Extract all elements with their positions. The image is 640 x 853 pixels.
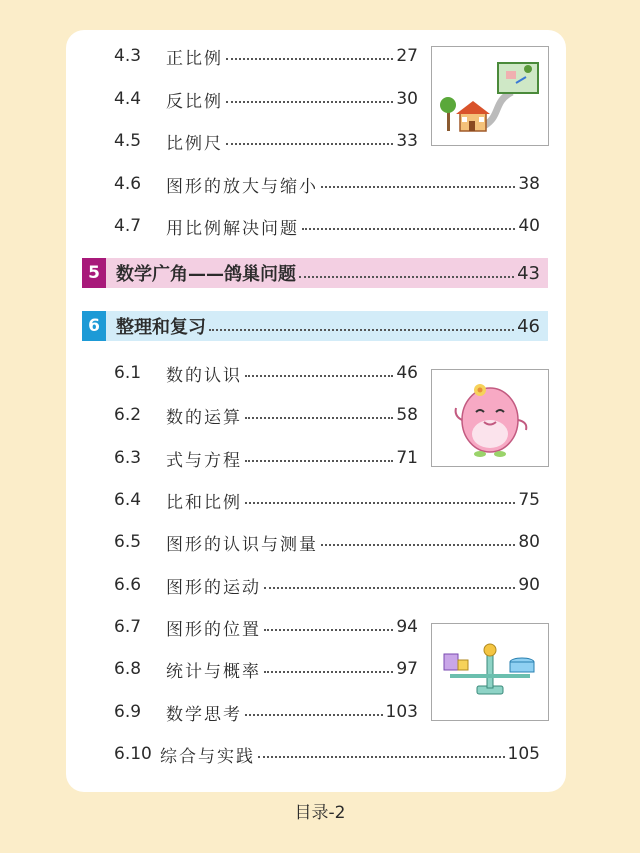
- toc-entry-4-3[interactable]: [114, 42, 418, 70]
- balance-scale-icon: [432, 624, 548, 720]
- leader-dots: [245, 714, 383, 716]
- entry-number: 4.3: [114, 46, 142, 66]
- toc-entry-4-7[interactable]: [114, 212, 540, 240]
- toc-entry-4-6[interactable]: [114, 170, 540, 198]
- toc-entry-4-4[interactable]: [114, 85, 418, 113]
- entry-title: 图形的位置: [166, 619, 261, 640]
- entry-number: 6.2: [114, 405, 142, 425]
- chapter-5-entry[interactable]: [82, 258, 548, 288]
- page-footer: 目录-2: [294, 803, 346, 823]
- house-map-icon: [432, 47, 548, 145]
- entry-page: 38: [518, 174, 540, 194]
- entry-title: 图形的认识与测量: [166, 534, 318, 555]
- entry-page: 105: [507, 744, 540, 764]
- mascot-icon: [432, 370, 548, 466]
- entry-number: 6.3: [114, 448, 142, 468]
- entry-title: 数的运算: [166, 407, 242, 428]
- entry-number: 6.6: [114, 575, 142, 595]
- entry-page: 103: [385, 702, 418, 722]
- entry-page: 80: [518, 532, 540, 552]
- leader-dots: [245, 417, 393, 419]
- leader-dots: [226, 143, 393, 145]
- entry-title: 数学思考: [166, 704, 242, 725]
- entry-number: 4.5: [114, 131, 142, 151]
- chapter-page: 46: [517, 315, 540, 337]
- leader-dots: [302, 228, 515, 230]
- entry-number: 4.6: [114, 174, 142, 194]
- entry-title: 用比例解决问题: [166, 218, 299, 239]
- entry-number: 6.7: [114, 617, 142, 637]
- leader-dots: [245, 375, 393, 377]
- entry-page: 97: [396, 659, 418, 679]
- entry-title: 比例尺: [166, 133, 223, 154]
- entry-title: 图形的运动: [166, 577, 261, 598]
- toc-entry-6-8[interactable]: [114, 655, 418, 683]
- entry-number: 6.1: [114, 363, 142, 383]
- leader-dots: [264, 587, 515, 589]
- entry-page: 40: [518, 216, 540, 236]
- entry-number: 6.4: [114, 490, 142, 510]
- entry-page: 94: [396, 617, 418, 637]
- balance-scale-illustration: [431, 623, 549, 721]
- chapter-title: 整理和复习: [116, 317, 206, 338]
- chapter-title: 数学广角——鸽巢问题: [116, 264, 296, 285]
- leader-dots: [226, 58, 393, 60]
- entry-page: 33: [396, 131, 418, 151]
- leader-dots: [321, 544, 515, 546]
- chapter-bar: [106, 311, 548, 341]
- toc-entry-6-1[interactable]: [114, 359, 418, 387]
- leader-dots: [321, 186, 515, 188]
- entry-title: 综合与实践: [160, 746, 255, 767]
- leader-dots: [209, 329, 514, 331]
- toc-entry-6-10[interactable]: [114, 740, 540, 768]
- chapter-number-badge: 5: [82, 258, 106, 288]
- leader-dots: [264, 671, 393, 673]
- entry-number: 6.5: [114, 532, 142, 552]
- entry-title: 统计与概率: [166, 661, 261, 682]
- entry-number: 6.10: [114, 744, 152, 764]
- entry-title: 比和比例: [166, 492, 242, 513]
- entry-title: 正比例: [166, 48, 223, 69]
- entry-page: 30: [396, 89, 418, 109]
- entry-title: 图形的放大与缩小: [166, 176, 318, 197]
- toc-entry-6-5[interactable]: [114, 528, 540, 556]
- entry-page: 58: [396, 405, 418, 425]
- entry-title: 数的认识: [166, 365, 242, 386]
- house-map-illustration: [431, 46, 549, 146]
- chapter-number-badge: 6: [82, 311, 106, 341]
- leader-dots: [245, 460, 393, 462]
- entry-title: 反比例: [166, 91, 223, 112]
- toc-entry-6-2[interactable]: [114, 401, 418, 429]
- chapter-6-entry[interactable]: [82, 311, 548, 341]
- toc-entry-6-9[interactable]: [114, 698, 418, 726]
- toc-entry-6-3[interactable]: [114, 444, 418, 472]
- entry-number: 4.7: [114, 216, 142, 236]
- toc-entry-6-7[interactable]: [114, 613, 418, 641]
- entry-page: 27: [396, 46, 418, 66]
- leader-dots: [264, 629, 393, 631]
- chapter-page: 43: [517, 262, 540, 284]
- leader-dots: [258, 756, 505, 758]
- entry-page: 75: [518, 490, 540, 510]
- toc-entry-6-4[interactable]: [114, 486, 540, 514]
- entry-number: 6.8: [114, 659, 142, 679]
- chapter-bar: [106, 258, 548, 288]
- leader-dots: [226, 101, 393, 103]
- mascot-illustration: [431, 369, 549, 467]
- toc-entry-6-6[interactable]: [114, 571, 540, 599]
- entry-number: 4.4: [114, 89, 142, 109]
- entry-page: 90: [518, 575, 540, 595]
- leader-dots: [245, 502, 515, 504]
- entry-page: 46: [396, 363, 418, 383]
- entry-page: 71: [396, 448, 418, 468]
- entry-title: 式与方程: [166, 450, 242, 471]
- entry-number: 6.9: [114, 702, 142, 722]
- toc-entry-4-5[interactable]: [114, 127, 418, 155]
- leader-dots: [299, 276, 514, 278]
